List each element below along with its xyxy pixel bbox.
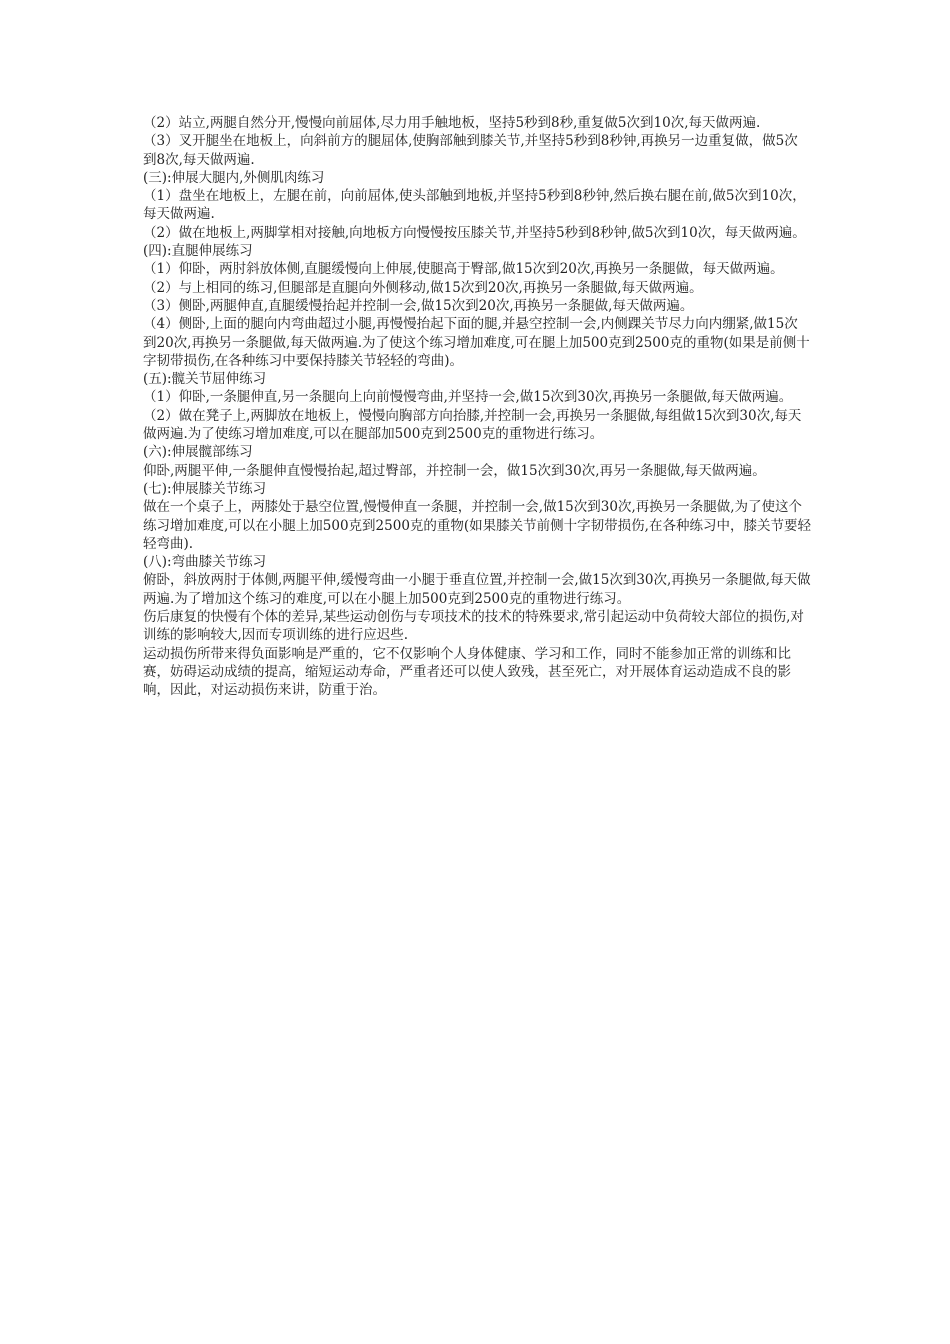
paragraph-hip-stretch: 仰卧,两腿平伸,一条腿伸直慢慢抬起,超过臀部，并控制一会，做15次到30次,再另一条腿做,每天做两遍。 bbox=[143, 462, 766, 479]
document-body bbox=[143, 114, 811, 700]
paragraph-thigh-1: （1）盘坐在地板上，左腿在前，向前屈体,使头部触到地板,并坚持5秒到8秒钟,然后换右腿在前,做5次到10次，每天做两遍. bbox=[143, 188, 806, 223]
paragraph-straight-leg-4: （4）侧卧,上面的腿向内弯曲超过小腿,再慢慢抬起下面的腿,并悬空控制一会,内侧踝关节尽力向内绷紧,做15次到20次,再换另一条腿做,每天做两遍.为了使这个练习增加难度,可在腿上加500克到2500克的重物(如果是前侧十字韧带损伤,在各种练习中要保持膝关节轻轻的弯曲)。 bbox=[143, 316, 810, 369]
paragraph-hip-flex-1: （1）仰卧,一条腿伸直,另一条腿向上向前慢慢弯曲,并坚持一会,做15次到30次,再换另一条腿做,每天做两遍。 bbox=[143, 389, 793, 406]
paragraph-knee-flexion: 俯卧，斜放两肘于体侧,两腿平伸,缓慢弯曲一小腿于垂直位置,并控制一会,做15次到30次,再换另一条腿做,每天做两遍.为了增加这个练习的难度,可以在小腿上加500克到2500克的重物进行练习。 bbox=[143, 572, 811, 607]
paragraph-exercise-3-split-sit: （3）叉开腿坐在地板上，向斜前方的腿屈体,使胸部触到膝关节,并坚持5秒到8秒钟,再换另一边重复做，做5次到8次,每天做两遍. bbox=[143, 133, 798, 168]
paragraph-exercise-2-standing: （2）站立,两腿自然分开,慢慢向前屈体,尽力用手触地板，坚持5秒到8秒,重复做5次到10次,每天做两遍. bbox=[143, 115, 761, 131]
paragraph-straight-leg-2: （2）与上相同的练习,但腿部是直腿向外侧移动,做15次到20次,再换另一条腿做,每天做两遍。 bbox=[143, 279, 703, 296]
section-heading-3: (三):伸展大腿内,外侧肌肉练习 bbox=[143, 169, 325, 186]
paragraph-knee-extension: 做在一个桌子上，两膝处于悬空位置,慢慢伸直一条腿，并控制一会,做15次到30次,再换另一条腿做,为了使这个练习增加难度,可以在小腿上加500克到2500克的重物(如果膝关节前侧十字韧带损伤,在各种练习中，膝关节要轻轻弯曲). bbox=[143, 499, 811, 552]
paragraph-hip-flex-2: （2）做在凳子上,两脚放在地板上，慢慢向胸部方向抬膝,并控制一会,再换另一条腿做,每组做15次到30次,每天做两遍.为了使练习增加难度,可以在腿部加500克到2500克的重物进行练习。 bbox=[143, 407, 802, 443]
section-heading-4: (四):直腿伸展练习 bbox=[143, 243, 253, 260]
paragraph-thigh-2: （2）做在地板上,两脚掌相对接触,向地板方向慢慢按压膝关节,并坚持5秒到8秒钟,做5次到10次，每天做两遍。 bbox=[143, 224, 806, 241]
paragraph-recovery-note: 伤后康复的快慢有个体的差异,某些运动创伤与专项技术的技术的特殊要求,常引起运动中负荷较大部位的损伤,对训练的影响较大,因而专项训练的进行应迟些. bbox=[143, 609, 804, 644]
paragraph-conclusion: 运动损伤所带来得负面影响是严重的，它不仅影响个人身体健康、学习和工作，同时不能参加正常的训练和比赛，妨碍运动成绩的提高，缩短运动寿命，严重者还可以使人致残，甚至死亡，对开展体育运动造成不良的影响，因此，对运动损伤来讲，防重于治。 bbox=[143, 645, 791, 699]
section-heading-5: (五):髋关节屈伸练习 bbox=[143, 371, 267, 388]
section-heading-6: (六):伸展髋部练习 bbox=[143, 444, 253, 461]
section-heading-8: (八):弯曲膝关节练习 bbox=[143, 554, 267, 571]
paragraph-straight-leg-3: （3）侧卧,两腿伸直,直腿缓慢抬起并控制一会,做15次到20次,再换另一条腿做,每天做两遍。 bbox=[143, 297, 694, 314]
section-heading-7: (七):伸展膝关节练习 bbox=[143, 480, 267, 497]
paragraph-straight-leg-1: （1）仰卧，两肘斜放体侧,直腿缓慢向上伸展,使腿高于臀部,做15次到20次,再换另一条腿做，每天做两遍。 bbox=[143, 261, 784, 278]
